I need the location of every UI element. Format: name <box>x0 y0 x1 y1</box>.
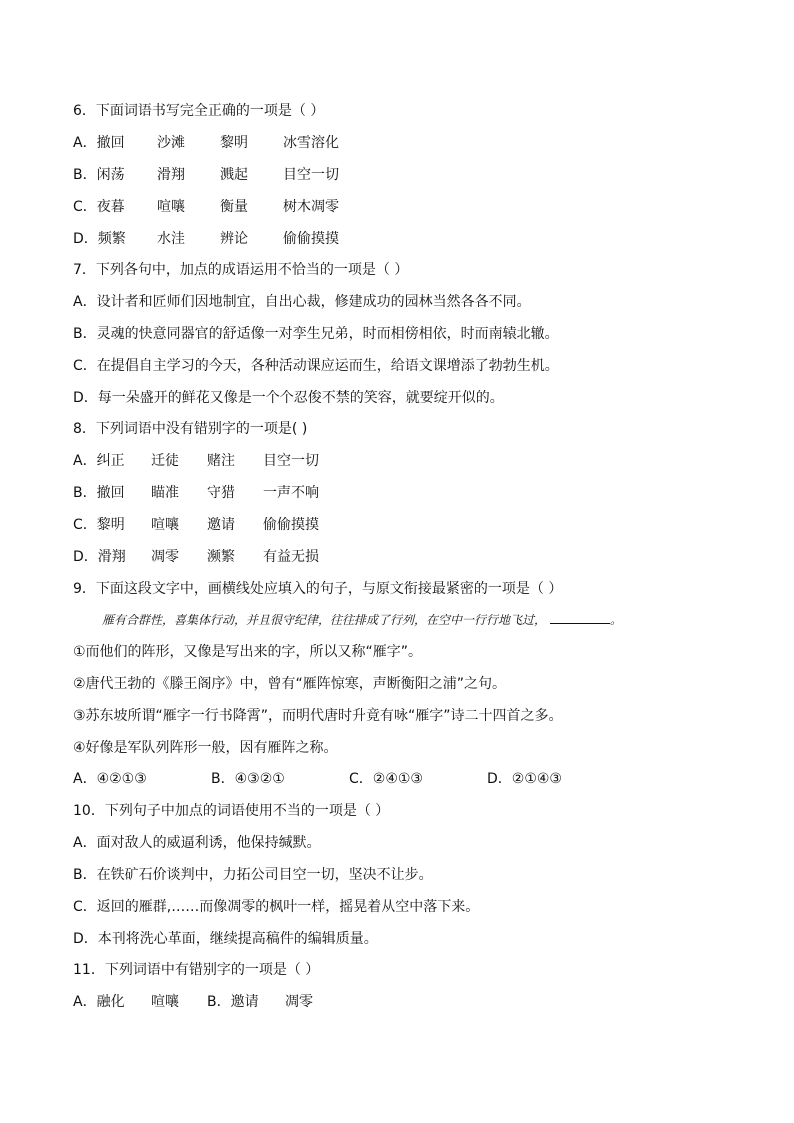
q6-option-b <box>73 165 339 185</box>
q9-item-1: ①而他们的阵形，又像是写出来的字，所以又称“雁字”。 <box>73 644 423 660</box>
option-word: A．纠正 <box>73 453 125 469</box>
q6-option-a <box>73 133 339 153</box>
option-word: 瞄准 <box>151 485 179 501</box>
q10-option-b: B．在铁矿石价谈判中，力拓公司目空一切，坚决不让步。 <box>73 867 433 883</box>
q7-option-a: A．设计者和匠师们因地制宜，自出心裁，修建成功的园林当然各各不同。 <box>73 294 531 310</box>
q9-stem: 9．下面这段文字中，画横线处应填入的句子，与原文衔接最紧密的一项是（ ） <box>73 581 563 597</box>
option-word: 喧嚷 <box>151 517 179 533</box>
option-word: 凋零 <box>285 994 313 1010</box>
q7-stem: 7．下列各句中，加点的成语运用不恰当的一项是（ ） <box>73 262 409 278</box>
option-word: 一声不响 <box>263 485 319 501</box>
q8-option-d <box>73 547 319 567</box>
option-word: 偷偷摸摸 <box>263 517 319 533</box>
option-word: C．黎明 <box>73 517 125 533</box>
option-word: 守猎 <box>207 485 235 501</box>
option-word: 水洼 <box>157 231 185 247</box>
option-word: 黎明 <box>220 135 248 151</box>
fill-in-blank <box>550 611 610 624</box>
q9-item-2: ②唐代王勃的《滕王阁序》中，曾有“雁阵惊寒，声断衡阳之浦”之句。 <box>73 676 507 692</box>
option-word: 目空一切 <box>283 167 339 183</box>
q9-passage <box>102 610 622 630</box>
q9-choice-a: A．④②①③ <box>73 771 147 787</box>
q8-option-c <box>73 515 319 535</box>
option-word: 辨论 <box>220 231 248 247</box>
q9-passage-end: 。 <box>610 613 623 627</box>
option-word: A．融化 <box>73 994 125 1010</box>
option-word: 滑翔 <box>157 167 185 183</box>
q11-stem: 11．下列词语中有错别字的一项是（ ） <box>73 962 320 978</box>
q11-options <box>73 992 313 1012</box>
option-word: 沙滩 <box>157 135 185 151</box>
q9-choice-d: D．②①④③ <box>487 771 562 787</box>
q7-option-d: D．每一朵盛开的鲜花又像是一个个忍俊不禁的笑容，就要绽开似的。 <box>73 390 504 406</box>
q10-option-a: A．面对敌人的威逼利诱，他保持缄默。 <box>73 835 321 851</box>
q9-choices <box>73 769 562 789</box>
option-word: 冰雪溶化 <box>283 135 339 151</box>
q9-choice-b: B．④③②① <box>211 771 285 787</box>
option-word: B．撤回 <box>73 485 125 501</box>
q7-option-c: C．在提倡自主学习的今天，各种活动课应运而生，给语文课增添了勃勃生机。 <box>73 358 559 374</box>
q9-passage-text: 雁有合群性，喜集体行动，并且很守纪律，往往排成了行列，在空中一行行地飞过， <box>102 613 547 627</box>
option-word: 树木凋零 <box>283 199 339 215</box>
option-word: 有益无损 <box>263 549 319 565</box>
q8-option-a <box>73 451 319 471</box>
option-word: 濒繁 <box>207 549 235 565</box>
q10-option-c: C．返回的雁群,……而像凋零的枫叶一样，摇晃着从空中落下来。 <box>73 899 480 915</box>
q8-stem: 8．下列词语中没有错别字的一项是( ) <box>73 421 308 437</box>
option-word: 邀请 <box>207 517 235 533</box>
option-word: 凋零 <box>151 549 179 565</box>
option-word: C．夜暮 <box>73 199 125 215</box>
q8-option-b <box>73 483 319 503</box>
option-word: 迁徒 <box>151 453 179 469</box>
option-word: 喧嚷 <box>151 994 179 1010</box>
option-word: A．撤回 <box>73 135 125 151</box>
q10-stem: 10．下列句子中加点的词语使用不当的一项是（ ） <box>73 803 390 819</box>
option-word: 喧嚷 <box>157 199 185 215</box>
q10-option-d: D．本刊将洗心革面，继续提高稿件的编辑质量。 <box>73 931 378 947</box>
q6-option-c <box>73 197 339 217</box>
q9-choice-c: C．②④①③ <box>349 771 423 787</box>
option-word: 目空一切 <box>263 453 319 469</box>
q9-item-3: ③苏东坡所谓“雁字一行书降霄”，而明代唐时升竟有咏“雁字”诗二十四首之多。 <box>73 708 563 724</box>
option-word: 赌注 <box>207 453 235 469</box>
q6-option-d <box>73 229 339 249</box>
option-word: B．闲荡 <box>73 167 125 183</box>
q7-option-b: B．灵魂的快意同器官的舒适像一对孪生兄弟，时而相傍相依，时而南辕北辙。 <box>73 326 559 342</box>
option-word: 偷偷摸摸 <box>283 231 339 247</box>
option-word: D．滑翔 <box>73 549 126 565</box>
option-word: 溅起 <box>220 167 248 183</box>
q6-stem: 6．下面词语书写完全正确的一项是（ ） <box>73 103 325 119</box>
option-word: B．邀请 <box>207 994 259 1010</box>
q9-item-4: ④好像是军队列阵形一般，因有雁阵之称。 <box>73 740 338 756</box>
option-word: D．频繁 <box>73 231 126 247</box>
option-word: 衡量 <box>220 199 248 215</box>
